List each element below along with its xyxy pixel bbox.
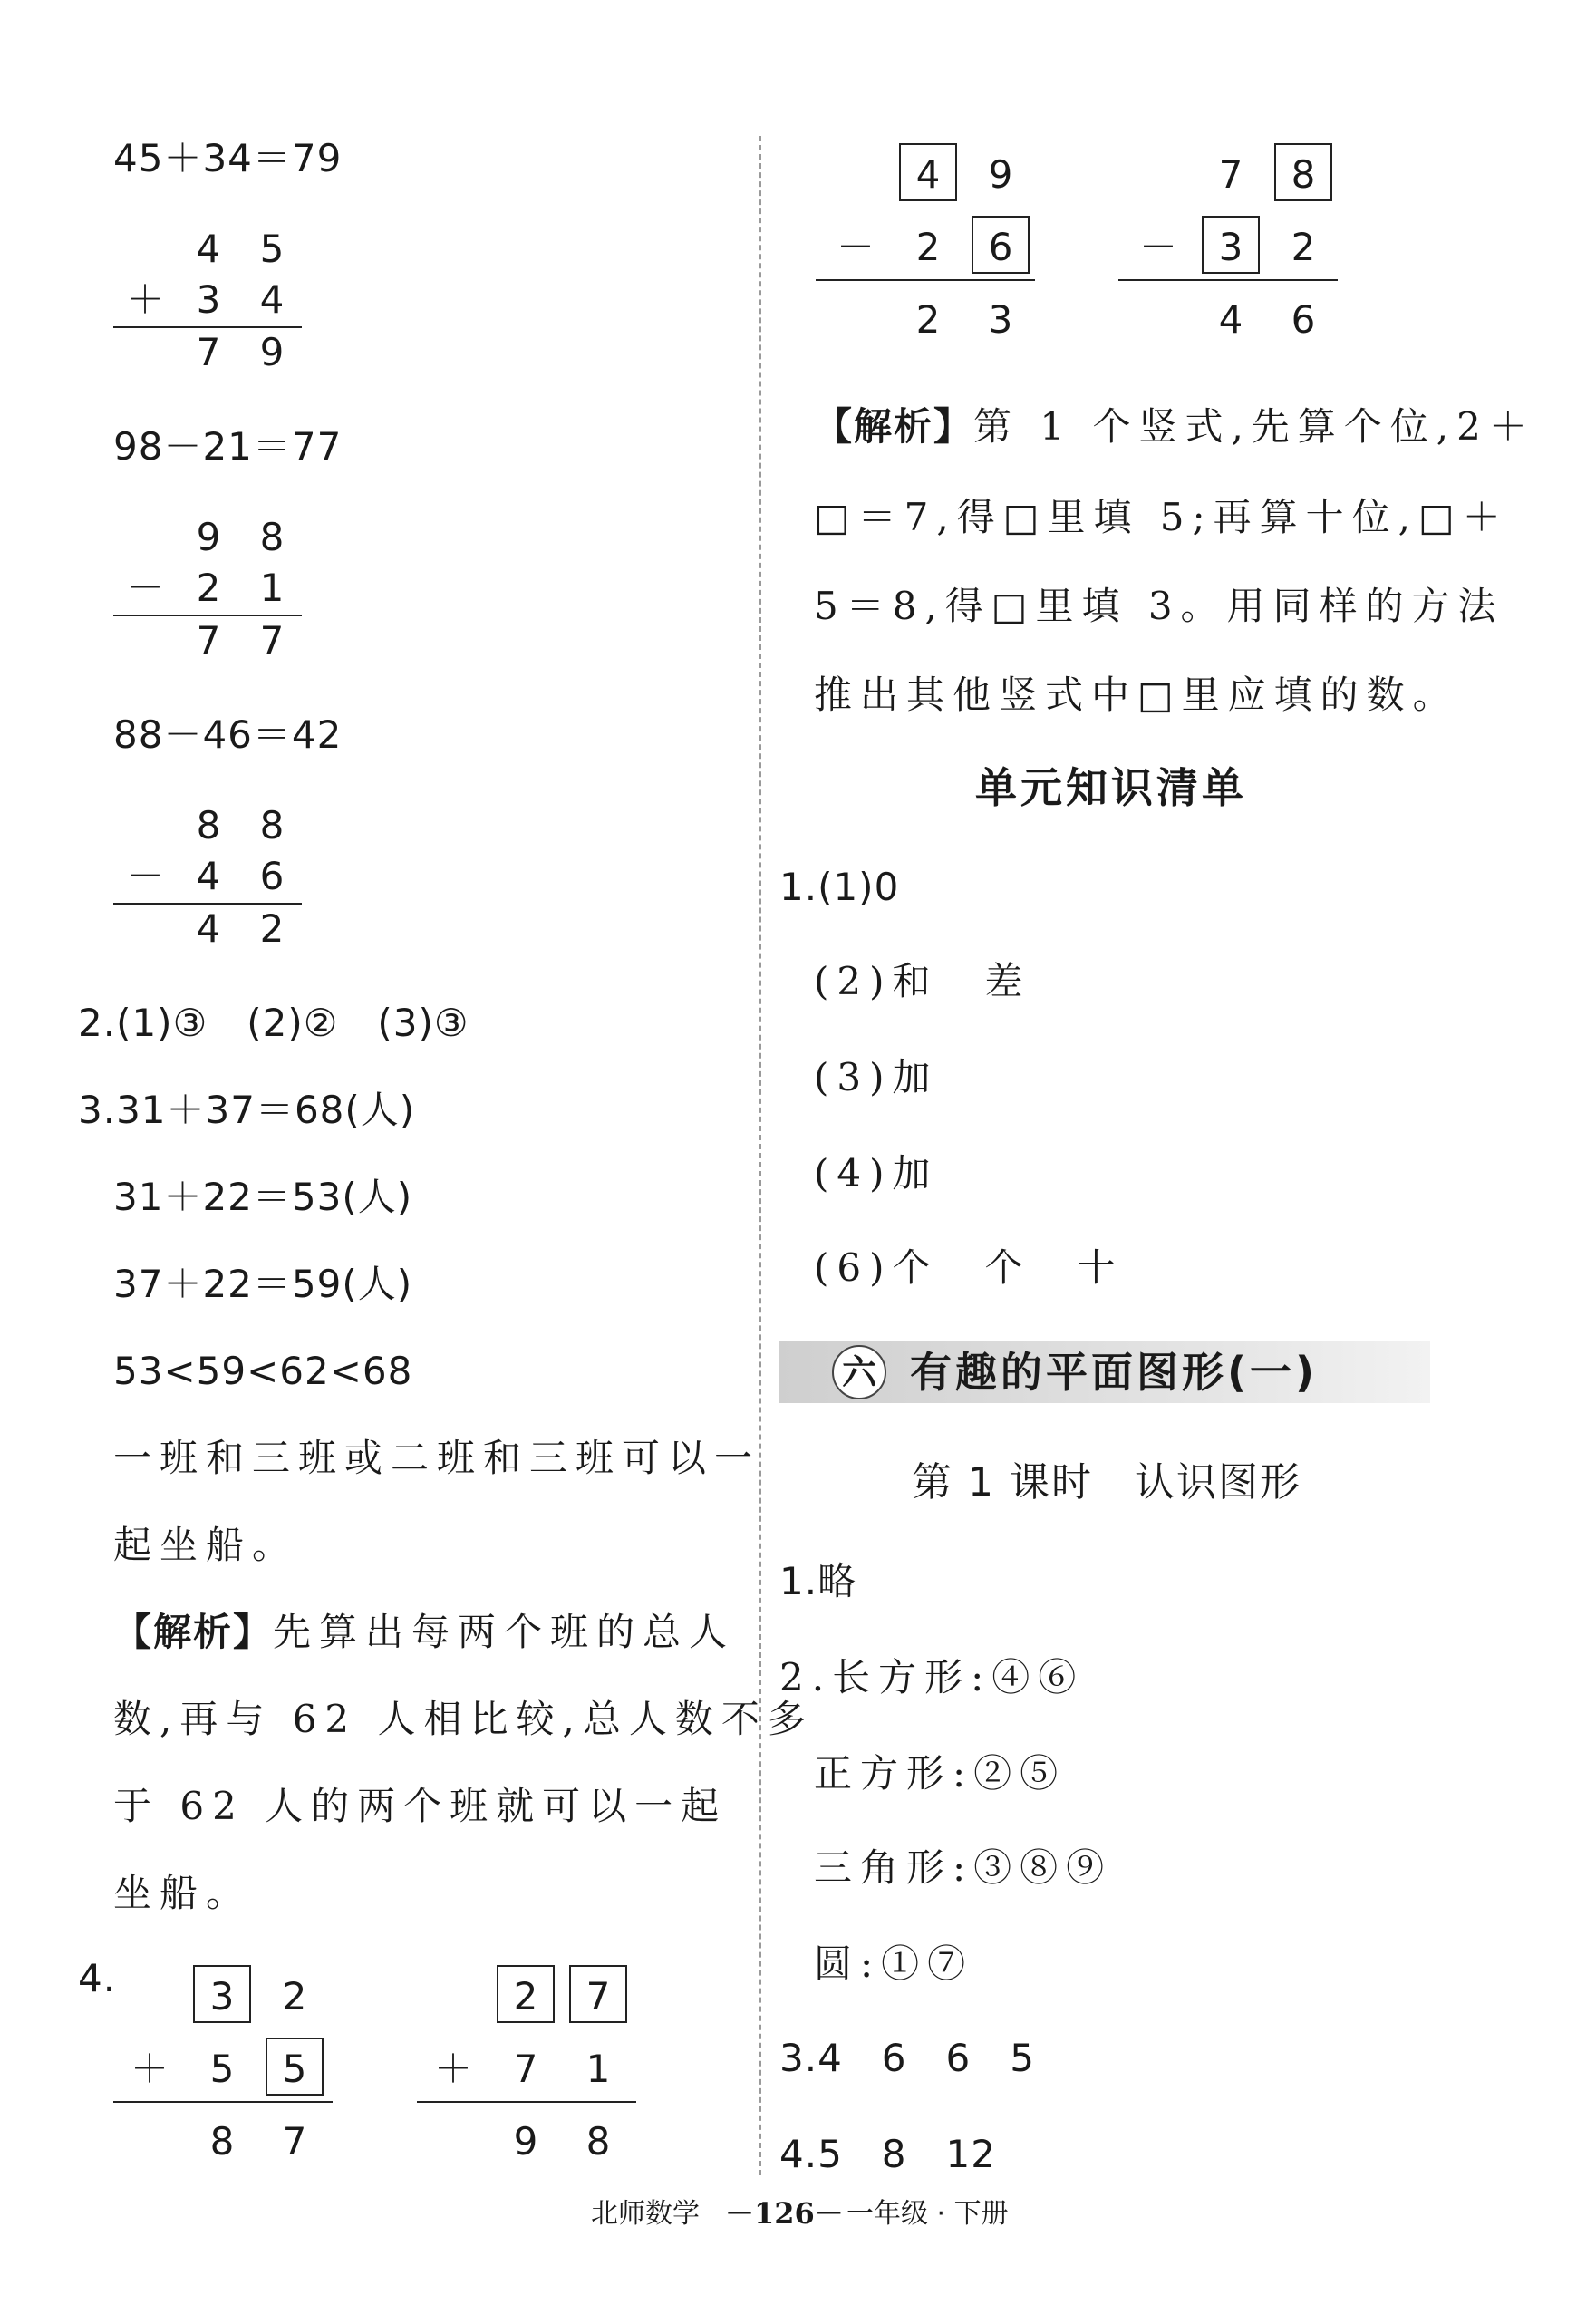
digit: 3 [1218,225,1243,269]
lesson-answer-2-line-2: 正方形:②⑤ [814,1751,1067,1796]
digit: 1 [585,2047,611,2091]
digit: 3 [988,297,1013,342]
digit: 8 [1291,152,1316,197]
digit: 8 [196,803,221,847]
operator: ＋ [125,277,164,322]
digit: 4 [196,227,221,271]
digit: 3 [209,1974,235,2019]
digit: 2 [513,1974,538,2019]
chapter-number: 六 [832,1345,886,1399]
right-analysis-line-2: □＝7,得□里填 5;再算十位,□＋ [814,495,1509,539]
equation-3: 88－46＝42 [113,712,343,757]
digit: 8 [209,2119,235,2164]
digit: 8 [259,803,285,847]
question-3-line-2: 31＋22＝53(人) [113,1175,413,1219]
analysis-text: 先算出每两个班的总人 [273,1610,736,1654]
vertical-calc-3 [113,803,304,957]
digit: 7 [282,2119,307,2164]
digit: 9 [196,515,221,559]
digit: 2 [259,906,285,951]
section-title: 单元知识清单 [975,763,1247,812]
right-analysis-line-4: 推出其他竖式中□里应填的数。 [814,673,1459,717]
calc-rule [113,615,302,616]
analysis-paragraph [113,1610,736,1654]
operator: － [836,225,875,269]
digit: 8 [585,2119,611,2164]
analysis-label: 【解析】 [113,1610,274,1654]
operator: － [125,854,164,898]
digit: 2 [282,1974,307,2019]
digit: 3 [196,277,221,322]
calc-rule [816,279,1035,281]
question-2-answer: 2.(1)③ (2)② (3)③ [78,1001,469,1045]
calc-rule [113,903,302,905]
analysis-line-4: 坐船。 [113,1871,253,1915]
question-3-line-5: 一班和三班或二班和三班可以一 [113,1436,761,1480]
digit: 2 [196,566,221,610]
fill-box-calc-3 [814,141,1040,341]
knowledge-item-1: 1.(1)0 [779,865,900,909]
digit: 2 [915,297,941,342]
question-3-line-3: 37＋22＝59(人) [113,1262,413,1306]
digit: 4 [1218,297,1243,342]
operator: ＋ [130,2047,169,2091]
digit: 4 [196,906,221,951]
digit: 6 [988,225,1013,269]
digit: 2 [1291,225,1316,269]
lesson-answer-2-line-1: 2.长方形:④⑥ [779,1655,1085,1699]
digit: 7 [196,330,221,374]
equation-2: 98－21＝77 [113,424,343,469]
right-analysis-line-3: 5＝8,得□里填 3。用同样的方法 [814,584,1504,628]
page-number: －126－ [725,2196,844,2231]
calc-rule [113,326,302,328]
digit: 4 [196,854,221,898]
vertical-calc-2 [113,515,304,669]
operator: ＋ [433,2047,472,2091]
digit: 1 [259,566,285,610]
lesson-answer-1: 1.略 [779,1559,857,1603]
calc-rule [1118,279,1338,281]
analysis-line-3: 于 62 人的两个班就可以一起 [113,1784,728,1828]
operator: － [125,566,164,610]
digit: 7 [259,618,285,663]
digit: 9 [259,330,285,374]
digit: 6 [259,854,285,898]
equation-1: 45＋34＝79 [113,136,343,180]
digit: 9 [988,152,1013,197]
analysis-line-2: 数,再与 62 人相比较,总人数不多 [113,1697,814,1741]
chapter-title: 有趣的平面图形(一) [910,1348,1319,1397]
knowledge-item-2: (2)和 差 [814,959,1031,1003]
digit: 5 [259,227,285,271]
lesson-answer-2-line-4: 圆:①⑦ [814,1941,974,1986]
calc-rule [417,2101,636,2103]
question-3-line-1: 3.31＋37＝68(人) [78,1088,416,1132]
digit: 5 [209,2047,235,2091]
lesson-answer-2-line-3: 三角形:③⑧⑨ [814,1845,1113,1890]
digit: 8 [259,515,285,559]
footer-book-name: 北师数学 [591,2198,700,2230]
column-divider [759,136,761,2175]
question-4-label: 4. [78,1956,117,2000]
question-3-line-6: 起坐船。 [113,1523,299,1567]
fill-box-calc-2 [417,1963,643,2163]
digit: 7 [1218,152,1243,197]
fill-box-calc-4 [1118,141,1345,341]
operator: － [1138,225,1177,269]
knowledge-item-4: (4)加 [814,1151,939,1196]
digit: 7 [513,2047,538,2091]
analysis-text: 第 1 个竖式,先算个位,2＋ [973,404,1535,449]
vertical-calc-1 [113,227,304,381]
knowledge-item-3: (3)加 [814,1055,939,1099]
digit: 6 [1291,297,1316,342]
digit: 2 [915,225,941,269]
lesson-title: 第 1 课时 认识图形 [912,1459,1301,1506]
question-3-line-4: 53<59<62<68 [113,1349,413,1393]
calc-rule [113,2101,333,2103]
digit: 4 [259,277,285,322]
analysis-label: 【解析】 [814,404,974,449]
lesson-answer-4: 4.5 8 12 [779,2132,996,2176]
footer-grade: 一年级 · 下册 [846,2198,1009,2230]
right-analysis-line-1 [814,404,1535,449]
digit: 9 [513,2119,538,2164]
lesson-answer-3: 3.4 6 6 5 [779,2036,1035,2080]
digit: 7 [585,1974,611,2019]
digit: 7 [196,618,221,663]
fill-box-calc-1 [113,1963,340,2163]
digit: 5 [282,2047,307,2091]
digit: 4 [915,152,941,197]
knowledge-item-6: (6)个 个 十 [814,1245,1124,1290]
